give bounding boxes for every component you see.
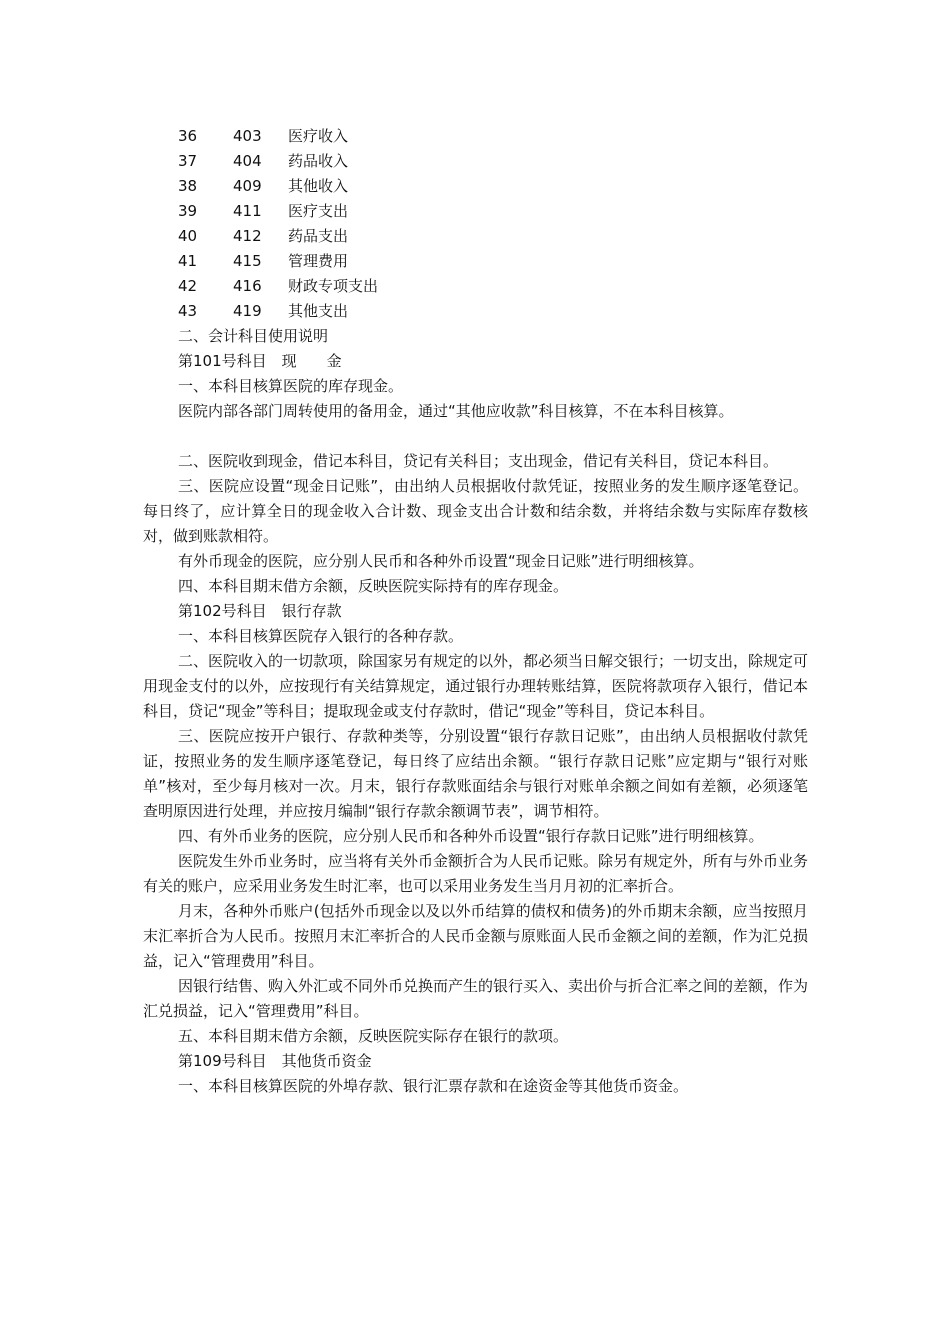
account-heading-109: 第109号科目 其他货币资金 [178,1052,372,1070]
paragraph: 一、本科目核算医院存入银行的各种存款。 [178,627,464,645]
row-number: 42 [178,277,198,295]
account-name: 医疗支出 [288,202,349,220]
list-item [178,199,778,224]
account-code: 416 [233,277,262,295]
account-name: 管理费用 [288,252,349,270]
account-name: 其他收入 [288,177,349,195]
account-code-list [178,124,778,324]
paragraph: 三、医院应按开户银行、存款种类等，分别设置“银行存款日记账”，由出纳人员根据收付款凭证，按照业务的发生顺序逐笔登记，每日终了应结出余额。“银行存款日记账”应定期与“银行对账单”核对，至少每月核对一次。月末，银行存款账面结余与银行对账单余额之间如有差额，必须逐笔查明原因进行处理，并应按月编制“银行存款余额调节表”，调节相符。 [143,727,808,820]
paragraph: 四、本科目期末借方余额，反映医院实际持有的库存现金。 [178,577,569,595]
paragraph: 四、有外币业务的医院，应分别人民币和各种外币设置“银行存款日记账”进行明细核算。 [178,827,764,845]
row-number: 38 [178,177,198,195]
account-code: 412 [233,227,262,245]
paragraph: 有外币现金的医院，应分别人民币和各种外币设置“现金日记账”进行明细核算。 [178,552,704,570]
row-number: 37 [178,152,198,170]
row-number: 43 [178,302,198,320]
list-item [178,124,778,149]
account-code: 419 [233,302,262,320]
paragraph: 二、医院收入的一切款项，除国家另有规定的以外，都必须当日解交银行；一切支出，除规定可用现金支付的以外，应按现行有关结算规定，通过银行办理转账结算，医院将款项存入银行，借记本科目，贷记“现金”等科目；提取现金或支付存款时，借记“现金”等科目，贷记本科目。 [143,652,809,720]
section-heading: 二、会计科目使用说明 [178,327,329,345]
paragraph: 月末，各种外币账户(包括外币现金以及以外币结算的债权和债务)的外币期末余额，应当按照月末汇率折合为人民币。按照月末汇率折合的人民币金额与原账面人民币金额之间的差额，作为汇兑损益，记入“管理费用”科目。 [143,902,808,970]
row-number: 36 [178,127,198,145]
row-number: 39 [178,202,198,220]
paragraph: 因银行结售、购入外汇或不同外币兑换而产生的银行买入、卖出价与折合汇率之间的差额，作为汇兑损益，记入“管理费用”科目。 [143,977,809,1020]
account-name: 其他支出 [288,302,349,320]
account-heading-101: 第101号科目 现 金 [178,352,342,370]
account-code: 403 [233,127,262,145]
paragraph: 医院内部各部门周转使用的备用金，通过“其他应收款”科目核算，不在本科目核算。 [178,402,734,420]
account-name: 医疗收入 [288,127,349,145]
paragraph: 五、本科目期末借方余额，反映医院实际存在银行的款项。 [178,1027,569,1045]
paragraph: 二、医院收到现金，借记本科目，贷记有关科目；支出现金，借记有关科目，贷记本科目。 [178,452,779,470]
account-code: 415 [233,252,262,270]
list-item [178,224,778,249]
account-heading-102: 第102号科目 银行存款 [178,602,342,620]
list-item [178,149,778,174]
paragraph: 三、医院应设置“现金日记账”，由出纳人员根据收付款凭证，按照业务的发生顺序逐笔登记。每日终了，应计算全日的现金收入合计数、现金支出合计数和结余数，并将结余数与实际库存数核对，做到账款相符。 [143,477,808,545]
paragraph: 医院发生外币业务时，应当将有关外币金额折合为人民币记账。除另有规定外，所有与外币业务有关的账户，应采用业务发生时汇率，也可以采用业务发生当月月初的汇率折合。 [143,852,809,895]
list-item [178,299,778,324]
account-name: 药品收入 [288,152,349,170]
account-code: 404 [233,152,262,170]
paragraph: 一、本科目核算医院的库存现金。 [178,377,404,395]
row-number: 41 [178,252,198,270]
list-item [178,174,778,199]
account-name: 药品支出 [288,227,349,245]
account-code: 411 [233,202,262,220]
list-item [178,274,778,299]
row-number: 40 [178,227,198,245]
list-item [178,249,778,274]
account-code: 409 [233,177,262,195]
document-body [143,324,808,1099]
paragraph: 一、本科目核算医院的外埠存款、银行汇票存款和在途资金等其他货币资金。 [178,1077,689,1095]
account-name: 财政专项支出 [288,277,379,295]
